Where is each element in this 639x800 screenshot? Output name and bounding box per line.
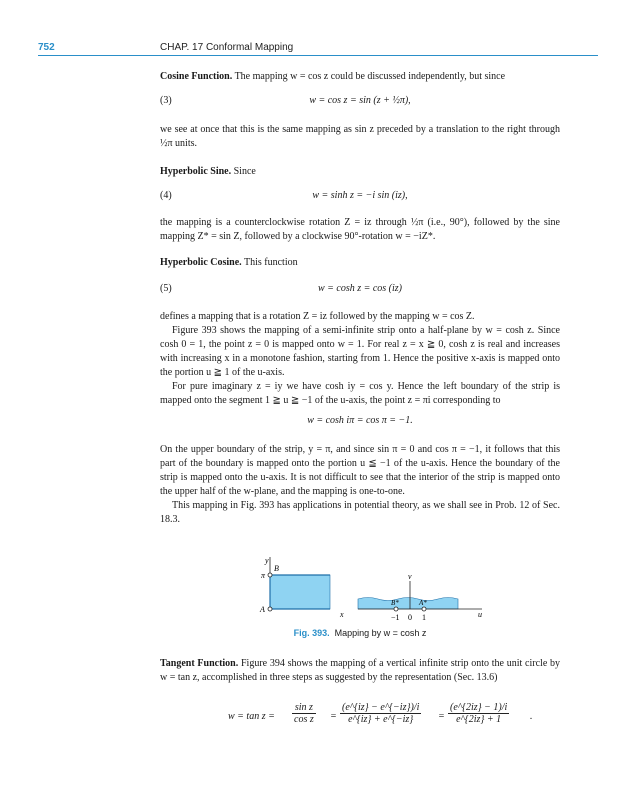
- eq-5-number: (5): [160, 283, 172, 294]
- point-B-marker: [268, 573, 272, 577]
- cosh-paragraph-5: This mapping in Fig. 393 has applications in potential theory, as we shall see in Prob. 12 of Sec. 18.3.: [160, 500, 560, 525]
- tick-label-zero: 0: [408, 613, 412, 622]
- point-A-label: A: [260, 605, 265, 614]
- header-rule: [38, 55, 598, 56]
- cosh-intro: [160, 256, 560, 270]
- pi-label: π: [261, 571, 266, 580]
- figure-393: [250, 555, 490, 625]
- point-A-star-marker: [422, 607, 426, 611]
- eq-3-number: (3): [160, 95, 172, 106]
- cosine-text: The mapping w = cos z could be discussed independently, but since: [234, 71, 506, 82]
- sinh-text: Since: [233, 166, 256, 177]
- eq-5: w = cosh z = cos (iz): [317, 283, 403, 294]
- point-B-label: B: [274, 564, 279, 573]
- cosh-paragraph-4: On the upper boundary of the strip, y = π, and since sin π = 0 and cos π = −1, it follows that this part of the boundary is mapped onto the portion u ≦ −1 of the u-axis. Hence the boundary of the strip is mapped onto the u-axis. It is not difficult to see that the interior of the strip is mapped onto the upper half of the w-plane, and the mapping is one-to-one.: [160, 444, 560, 497]
- cosh-paragraph-2: Figure 393 shows the mapping of a semi-infinite strip onto a half-plane by w = cosh z. Since cosh 0 = 1, the point z = 0 is mapped onto w = 1. For real z = x ≧ 0, cosh z is real and increases with increasing x in a monotone fashion, starting from 1. Hence the positive x-axis is mapped onto the portion u ≧ 1 of the u-axis.: [160, 325, 560, 378]
- fraction-2-numerator: (e^{iz} − e^{−iz})/i: [342, 702, 420, 713]
- sinh-intro: [160, 165, 560, 179]
- fraction-3-numerator: (e^{2iz} − 1)/i: [450, 702, 508, 713]
- sinh-heading: Hyperbolic Sine.: [160, 166, 232, 177]
- tick-label-one: 1: [422, 613, 426, 622]
- cosh-text: This function: [244, 257, 298, 268]
- point-A-star-label: A*: [419, 599, 427, 607]
- point-B-star-label: B*: [391, 599, 399, 607]
- fraction-exponential: [340, 702, 421, 725]
- equals-sign-1: =: [330, 711, 337, 722]
- point-A-marker: [268, 607, 272, 611]
- semi-infinite-strip: [270, 575, 330, 609]
- eq-3: w = cos z = sin (z + ½π),: [309, 95, 411, 106]
- equals-sign-2: =: [438, 711, 445, 722]
- tangent-lhs: w = tan z =: [228, 711, 275, 722]
- tangent-intro: [160, 657, 560, 685]
- running-head: CHAP. 17 Conformal Mapping: [160, 42, 294, 53]
- fraction-double-exponential: [448, 702, 509, 725]
- figure-393-caption: [160, 628, 560, 638]
- fraction-sin-cos: [292, 702, 316, 725]
- cosh-after: defines a mapping that is a rotation Z = iz followed by the mapping w = cos Z.: [160, 311, 475, 322]
- cosine-heading: Cosine Function.: [160, 71, 233, 82]
- cosine-after: we see at once that this is the same mapping as sin z preceded by a translation to the right through ½π units.: [160, 124, 560, 149]
- eq-4-number: (4): [160, 190, 172, 201]
- upper-half-plane: [358, 598, 458, 610]
- cosh-heading: Hyperbolic Cosine.: [160, 257, 242, 268]
- cosh-paragraph-3: For pure imaginary z = iy we have cosh iy = cos y. Hence the left boundary of the strip is mapped onto the segment 1 ≧ u ≧ −1 of the u-axis, the point z = πi corresponding to: [160, 381, 560, 406]
- fraction-1-numerator: sin z: [294, 702, 313, 713]
- fraction-1-denominator: cos z: [294, 714, 314, 725]
- figure-label: Fig. 393.: [293, 628, 330, 638]
- eq-cosh-ipi: w = cosh iπ = cos π = −1.: [307, 415, 413, 426]
- v-axis-label: v: [408, 572, 412, 581]
- figure-caption-text: Mapping by w = cosh z: [334, 628, 427, 638]
- point-B-star-marker: [394, 607, 398, 611]
- page-number: 752: [38, 42, 55, 53]
- tangent-text: Figure 394 shows the mapping of a vertical infinite strip onto the unit circle by w = tan z, accomplished in three steps as suggested by the representation (Sec. 13.6): [160, 658, 561, 683]
- tick-label-minus-one: −1: [391, 613, 400, 622]
- equation-period: .: [530, 711, 533, 722]
- u-axis-label: u: [478, 610, 482, 619]
- eq-4: w = sinh z = −i sin (iz),: [312, 190, 408, 201]
- cosine-intro: [160, 70, 560, 84]
- x-axis-label: x: [340, 610, 344, 619]
- tangent-equation: [160, 702, 560, 732]
- fraction-2-denominator: e^{iz} + e^{−iz}: [340, 713, 421, 725]
- y-axis-label: y: [265, 556, 269, 565]
- sinh-after: the mapping is a counterclockwise rotation Z = iz through ½π (i.e., 90°), followed by the sine mapping Z* = sin Z, followed by a clockwise 90°-rotation w = −iZ*.: [160, 217, 560, 242]
- tangent-heading: Tangent Function.: [160, 658, 239, 669]
- fraction-3-denominator: e^{2iz} + 1: [448, 713, 509, 725]
